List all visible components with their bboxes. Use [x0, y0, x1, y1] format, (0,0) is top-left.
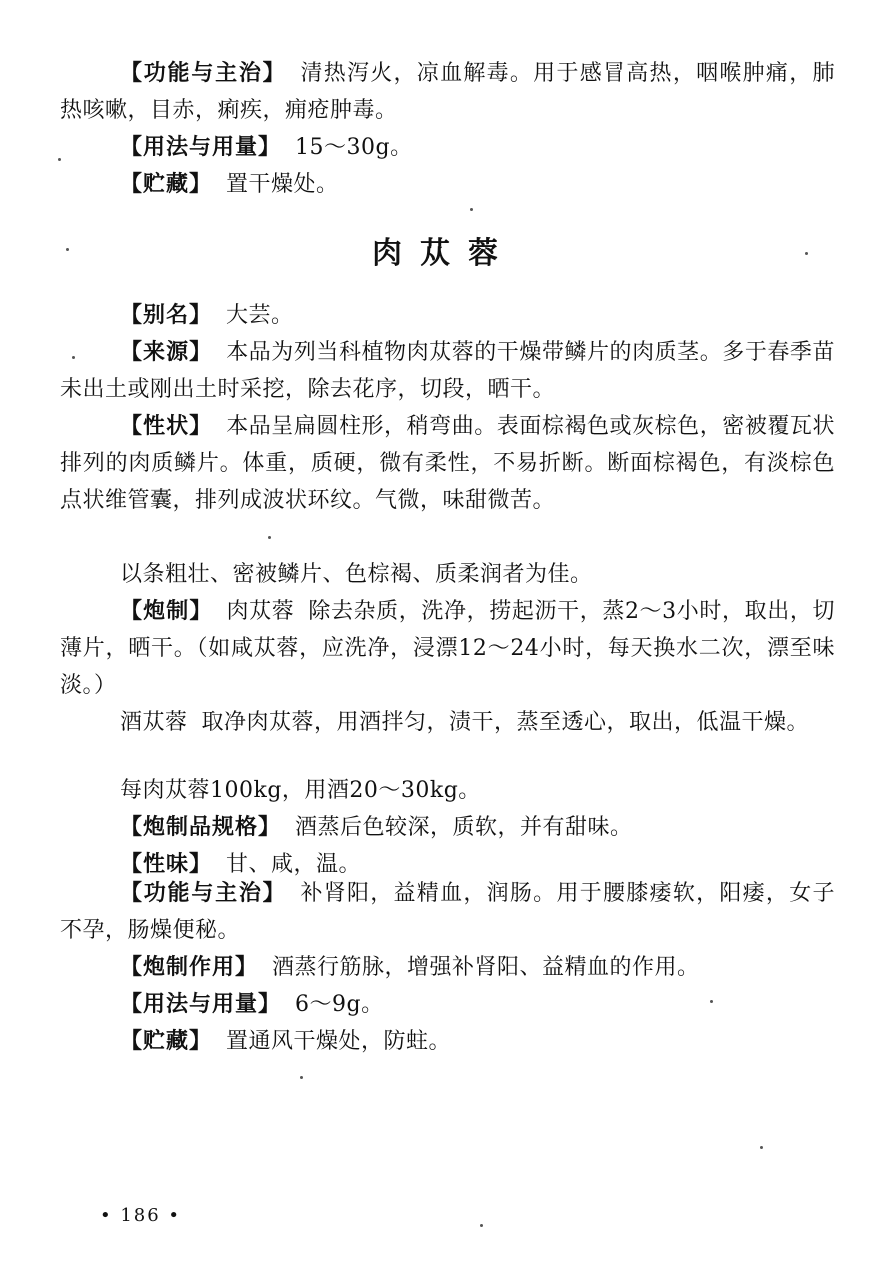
taste-label: 【性味】: [120, 852, 213, 877]
scan-speck: [760, 1146, 763, 1149]
scan-speck: [470, 208, 473, 211]
function-label: 【功能与主治】: [120, 881, 287, 906]
processing-paragraph: [60, 593, 835, 704]
prev-storage-label: 【贮藏】: [120, 172, 213, 197]
usage-paragraph: [60, 986, 835, 1023]
prev-storage-text: 置干燥处。: [226, 172, 339, 197]
alias-paragraph: [60, 297, 835, 334]
source-text: 本品为列当科植物肉苁蓉的干燥带鳞片的肉质茎。多于春季苗未出土或刚出土时采挖，除去花序，切段，晒干。: [60, 340, 835, 402]
function-paragraph: [60, 875, 835, 949]
usage-label: 【用法与用量】: [120, 992, 282, 1017]
scan-speck: [66, 248, 69, 251]
processing-term-wine: 酒苁蓉: [120, 710, 188, 735]
prev-function-text: 清热泻火，凉血解毒。用于感冒高热，咽喉肿痛，肺热咳嗽，目赤，痢疾，痈疮肿毒。: [60, 61, 835, 123]
quality-text: 以条粗壮、密被鳞片、色棕褐、质柔润者为佳。: [120, 562, 593, 587]
scan-speck: [268, 536, 271, 539]
effect-paragraph: [60, 949, 835, 986]
scan-speck: [480, 1224, 483, 1227]
scan-speck: [805, 252, 808, 255]
prev-function-paragraph: [60, 55, 835, 129]
scan-speck: [58, 158, 61, 161]
scan-speck: [300, 1076, 303, 1079]
storage-text: 置通风干燥处，防蛀。: [226, 1029, 452, 1054]
spec-paragraph: [60, 809, 835, 846]
effect-text: 酒蒸行筋脉，增强补肾阳、益精血的作用。: [272, 955, 700, 980]
processing-ratio-paragraph: [60, 772, 835, 809]
prev-usage-paragraph: [60, 129, 835, 166]
processing-term-raw: 肉苁蓉: [226, 599, 295, 624]
processing-wine-paragraph: [60, 704, 835, 741]
prev-storage-paragraph: [60, 166, 835, 203]
spec-label: 【炮制品规格】: [120, 815, 282, 840]
taste-text: 甘、咸，温。: [226, 852, 362, 877]
traits-paragraph: [60, 408, 835, 519]
processing-text-raw: 除去杂质，洗净，捞起沥干，蒸2～3小时，取出，切薄片，晒干。（如咸苁蓉，应洗净，浸漂12～24小时，每天换水二次，漂至味淡。）: [60, 599, 835, 698]
effect-label: 【炮制作用】: [120, 955, 259, 980]
traits-text: 本品呈扁圆柱形，稍弯曲。表面棕褐色或灰棕色，密被覆瓦状排列的肉质鳞片。体重，质硬，微有柔性，不易折断。断面棕褐色，有淡棕色点状维管囊，排列成波状环纹。气微，味甜微苦。: [60, 414, 835, 513]
processing-label: 【炮制】: [120, 599, 213, 624]
function-text: 补肾阳，益精血，润肠。用于腰膝痿软，阳痿，女子不孕，肠燥便秘。: [60, 881, 835, 943]
page-number: • 186 •: [100, 1205, 182, 1226]
storage-paragraph: [60, 1023, 835, 1060]
alias-label: 【别名】: [120, 303, 213, 328]
prev-usage-text: 15～30g。: [295, 135, 413, 160]
traits-label: 【性状】: [120, 414, 213, 439]
processing-ratio-text: 每肉苁蓉100kg，用酒20～30kg。: [120, 778, 481, 803]
scan-speck: [710, 1000, 713, 1003]
prev-function-label: 【功能与主治】: [120, 61, 287, 86]
scan-speck: [72, 356, 75, 359]
source-paragraph: [60, 334, 835, 408]
usage-text: 6～9g。: [295, 992, 384, 1017]
processing-text-wine: 取净肉苁蓉，用酒拌匀，渍干，蒸至透心，取出，低温干燥。: [201, 710, 810, 735]
alias-text: 大芸。: [226, 303, 294, 328]
entry-title: 肉苁蓉: [372, 236, 516, 271]
quality-paragraph: [60, 556, 835, 593]
source-label: 【来源】: [120, 340, 213, 365]
prev-usage-label: 【用法与用量】: [120, 135, 282, 160]
spec-text: 酒蒸后色较深，质软，并有甜味。: [295, 815, 633, 840]
storage-label: 【贮藏】: [120, 1029, 213, 1054]
